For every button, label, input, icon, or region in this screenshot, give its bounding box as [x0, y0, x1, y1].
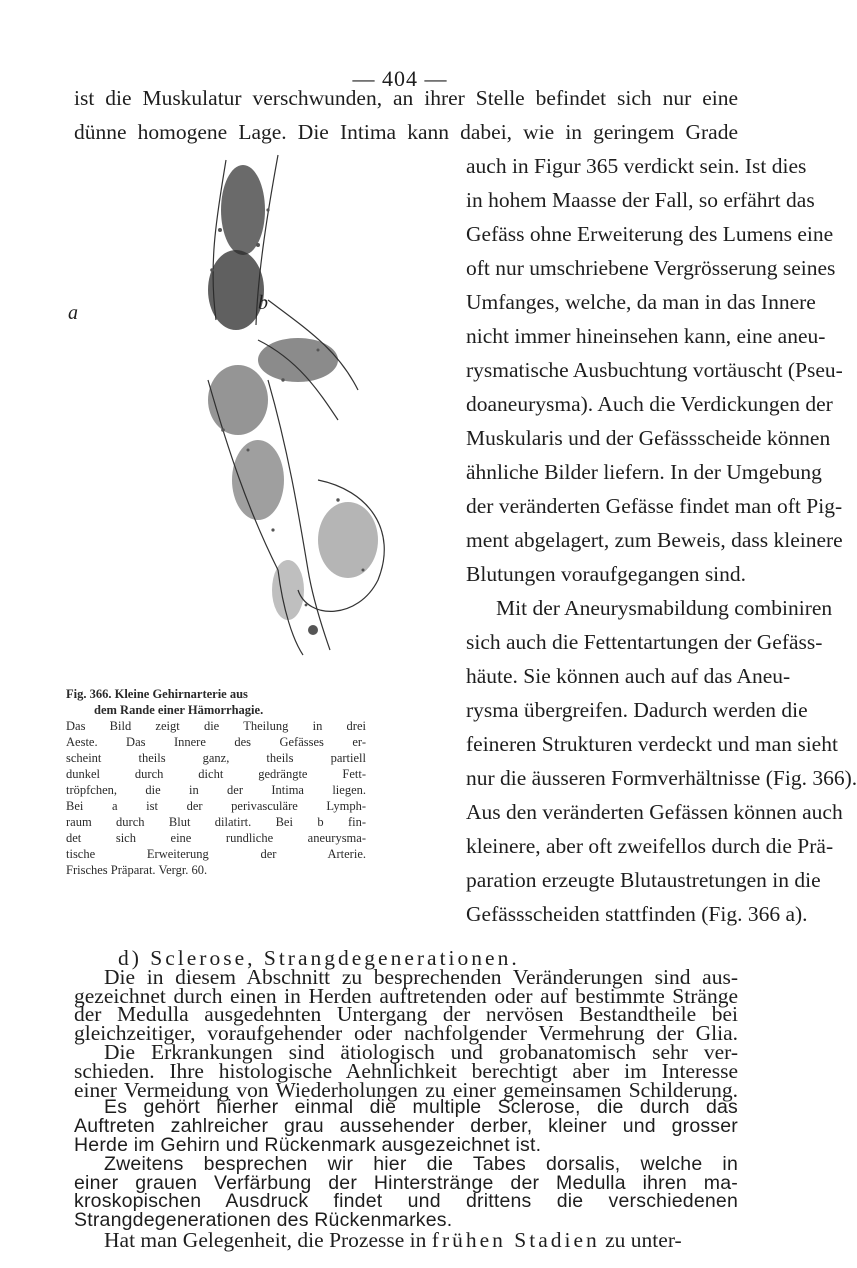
caption-title: dem Rande einer Hämorrhagie.	[94, 703, 264, 717]
text-line: Die Erkrankungen sind ätiologisch und grobanatomisch sehr ver-	[104, 1040, 738, 1064]
caption-line: Das Bild zeigt die Theilung in drei	[66, 719, 366, 733]
text-line: sich auch die Fettentartungen der Gefäss-	[466, 630, 823, 654]
text-line: einer Vermeidung von Wiederholungen zu einer gemeinsamen Schilderung.	[74, 1077, 738, 1102]
text-line: Gefässscheiden stattfinden (Fig. 366 a).	[466, 902, 808, 926]
caption-line: det sich eine rundliche aneurysma-	[66, 831, 366, 845]
text-line: doaneurysma). Auch die Verdickungen der	[466, 392, 833, 416]
text-line: gleichzeitiger, voraufgehender oder nachfolgender Vermehrung der Glia.	[74, 1021, 738, 1046]
sans-line: Auftreten zahlreicher grau aussehender derber, kleiner und grosser	[74, 1115, 738, 1138]
text-line: kleinere, aber oft zweifellos durch die Prä-	[466, 834, 834, 858]
text-line: ment abgelagert, zum Beweis, dass kleinere	[466, 528, 843, 552]
text-line: Die in diesem Abschnitt zu besprechenden Veränderungen sind aus-	[104, 964, 738, 989]
text-line: ähnliche Bilder liefern. In der Umgebung	[466, 460, 822, 484]
text-line: schieden. Ihre histologische Aehnlichkeit berechtigt aber im Interesse	[74, 1058, 738, 1083]
text-line: feineren Strukturen verdeckt und man sieht	[466, 732, 838, 756]
text-line: häute. Sie können auch auf das Aneu-	[466, 664, 791, 688]
text-line: Gefäss ohne Erweiterung des Lumens eine	[466, 222, 834, 246]
sans-line: einer grauen Verfärbung der Hinterstränge der Medulla ihren ma-	[74, 1171, 738, 1194]
last-line-post: zu unter-	[599, 1228, 682, 1252]
caption-line: Frisches Präparat. Vergr. 60.	[66, 863, 208, 877]
caption-line: tische Erweiterung der Arterie.	[66, 847, 366, 861]
text-line: gezeichnet durch einen in Herden auftretenden oder auf bestimmte Stränge	[74, 983, 738, 1008]
page-number: — 404 —	[352, 66, 448, 91]
text-line: Muskularis und der Gefässscheide können	[466, 426, 831, 450]
text-line: rysma übergreifen. Dadurch werden die	[466, 698, 808, 722]
last-line-pre: Hat man Gelegenheit, die Prozesse in	[104, 1228, 432, 1252]
text-line: Blutungen voraufgegangen sind.	[466, 562, 747, 586]
label-b: b	[258, 292, 268, 314]
text-line: nur die äusseren Formverhältnisse (Fig. 366).	[466, 766, 857, 790]
section-heading: d) Sclerose, Strangdegenerationen.	[118, 946, 520, 970]
last-line-spaced: frühen Stadien	[431, 1228, 600, 1252]
text-line: oft nur umschriebene Vergrösserung seines	[466, 256, 836, 280]
sans-line: kroskopischen Ausdruck findet und drittens die verschiedenen	[74, 1190, 738, 1213]
sans-line: Es gehört hierher einmal die multiple Sclerose, die durch das	[104, 1096, 738, 1119]
sans-line: Herde im Gehirn und Rückenmark ausgezeichnet ist.	[74, 1134, 542, 1156]
caption-line: scheint theils ganz, theils partiell	[66, 751, 366, 765]
caption-line: raum durch Blut dilatirt. Bei b fin-	[66, 815, 366, 829]
sans-line: Strangdegenerationen des Rückenmarkes.	[74, 1209, 453, 1232]
text-line: nicht immer hineinsehen kann, eine aneu-	[466, 324, 826, 348]
caption-line: dunkel durch dicht gedrängte Fett-	[66, 767, 366, 781]
text-line: dünne homogene Lage. Die Intima kann dabei, wie in geringem Grade	[74, 120, 738, 144]
figure-fig-366	[68, 150, 456, 660]
text-line: rysmatische Ausbuchtung vortäuscht (Pseu-	[466, 358, 843, 382]
caption-title: Fig. 366. Kleine Gehirnarterie aus	[66, 687, 248, 701]
figure-caption	[66, 686, 366, 878]
text-line: der Medulla ausgedehnten Untergang der nervösen Bestandtheile bei	[74, 1002, 738, 1027]
text-line: Umfanges, welche, da man in das Innere	[466, 290, 816, 314]
text-line: auch in Figur 365 verdickt sein. Ist dies	[466, 154, 807, 178]
text-line-last	[74, 1228, 738, 1253]
text-line: Aus den veränderten Gefässen können auch	[466, 800, 843, 824]
text-line: ist die Muskulatur verschwunden, an ihrer Stelle befindet sich nur eine	[74, 86, 738, 110]
caption-line: tröpfchen, die in der Intima liegen.	[66, 783, 366, 797]
caption-line: Bei a ist der perivasculäre Lymph-	[66, 799, 366, 813]
text-line: in hohem Maasse der Fall, so erfährt das	[466, 188, 815, 212]
text-line: der veränderten Gefässe findet man oft Pig-	[466, 494, 843, 518]
label-a: a	[68, 302, 78, 324]
artery-illustration	[108, 150, 456, 660]
caption-line: Aeste. Das Innere des Gefässes er-	[66, 735, 366, 749]
text-line: Mit der Aneurysmabildung combiniren	[496, 596, 833, 620]
text-line: paration erzeugte Blutaustretungen in die	[466, 868, 821, 892]
sans-line: Zweitens besprechen wir hier die Tabes dorsalis, welche in	[104, 1152, 738, 1175]
